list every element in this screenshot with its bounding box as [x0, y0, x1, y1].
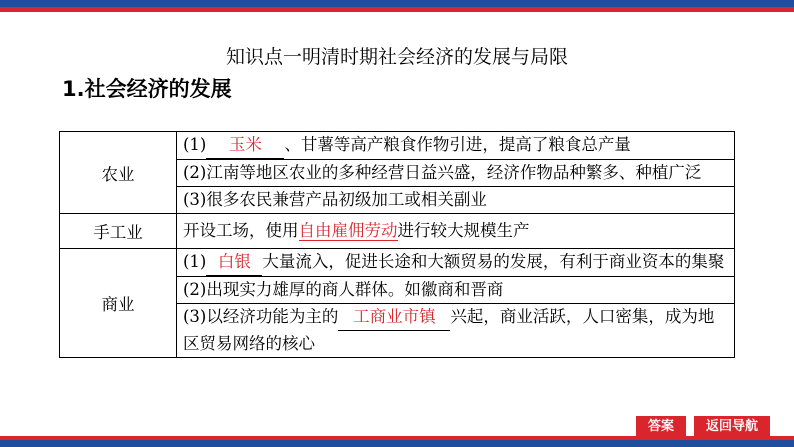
- answer-blank-silver: 白银: [206, 249, 262, 276]
- commerce-row-2: (2)出现实力雄厚的商人群体。如徽商和晋商: [177, 277, 735, 304]
- category-commerce: 商业: [60, 249, 177, 358]
- commerce-row-3: [177, 304, 735, 358]
- agriculture-row-3: (3)很多农民兼营产品初级加工或相关副业: [177, 187, 735, 214]
- commerce-row-1: [177, 249, 735, 277]
- row-suffix: 兴起，商业活跃，人口密集，成为地区贸易网络的核心: [183, 307, 715, 353]
- handicraft-row-1: [177, 214, 735, 249]
- row-prefix: (1): [183, 252, 207, 271]
- row-prefix: (1): [183, 135, 207, 154]
- row-suffix: 进行较大规模生产: [397, 221, 530, 240]
- row-suffix: 大量流入，促进长途和大额贸易的发展，有利于商业资本的集聚: [262, 252, 725, 271]
- answer-free-wage-labor: 自由雇佣劳动: [298, 221, 398, 240]
- answer-blank-corn: 玉米: [206, 132, 284, 159]
- answer-button[interactable]: 答案: [636, 416, 686, 438]
- slide-title: 知识点一明清时期社会经济的发展与局限: [225, 46, 568, 68]
- bottom-decor-bar: [0, 436, 794, 447]
- category-agriculture: 农业: [60, 132, 177, 214]
- row-prefix: (3)以经济功能为主的: [183, 307, 339, 326]
- back-to-nav-button[interactable]: 返回导航: [694, 416, 770, 438]
- bottom-blue-stripe: [0, 440, 794, 447]
- economy-table: [59, 131, 735, 358]
- agriculture-row-1: [177, 132, 735, 160]
- agriculture-row-2: (2)江南等地区农业的多种经营日益兴盛，经济作物品种繁多、种植广泛: [177, 160, 735, 187]
- category-handicraft: 手工业: [60, 214, 177, 249]
- section-heading: 1.社会经济的发展: [62, 77, 232, 101]
- row-suffix: 、甘薯等高产粮食作物引进，提高了粮食总产量: [284, 135, 631, 154]
- answer-blank-market-towns: 工商业市镇: [338, 304, 450, 331]
- top-decor-bar: [0, 0, 794, 22]
- row-prefix: 开设工场，使用: [183, 221, 299, 240]
- top-blue-stripe: [0, 0, 794, 7]
- top-red-stripe: [0, 7, 794, 12]
